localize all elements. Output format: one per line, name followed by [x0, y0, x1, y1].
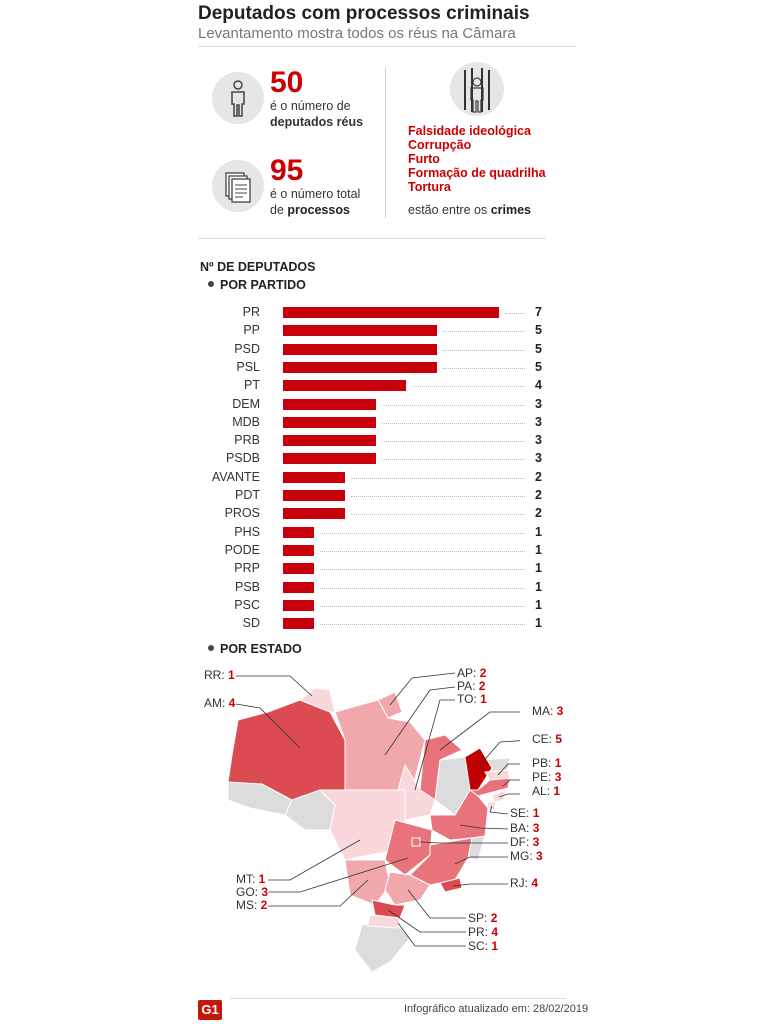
state-label-text: PA — [457, 679, 473, 693]
map-state-ms — [345, 860, 390, 905]
party-label: PSD — [234, 341, 260, 356]
state-label-value: 1 — [491, 939, 499, 953]
leader-dots — [351, 514, 525, 515]
state-label-al: AL: 1 — [532, 784, 561, 798]
state-label-value: 1 — [553, 784, 561, 798]
footer-update-text: Infográfico atualizado em: 28/02/2019 — [404, 1003, 589, 1015]
party-label: PRP — [234, 561, 260, 576]
party-value-label: 2 — [535, 488, 542, 502]
state-label-text: SC — [468, 939, 485, 953]
state-label-value: 3 — [536, 849, 543, 863]
party-label: DEM — [232, 396, 260, 411]
state-label-value: 1 — [480, 692, 487, 706]
state-label-value: 1 — [228, 668, 235, 682]
party-bar — [283, 380, 406, 391]
party-label: PHS — [234, 524, 260, 539]
state-label-text: PR — [468, 925, 485, 939]
leader-dots — [443, 350, 525, 351]
crime-item: Falsidade ideológica — [408, 124, 531, 138]
deputies-count: 50 — [270, 66, 304, 99]
party-bar — [283, 417, 376, 428]
documents-icon — [212, 160, 264, 212]
bullet-icon — [208, 645, 214, 651]
state-label-sp: SP: 2 — [468, 911, 498, 925]
state-label-value: 2 — [490, 911, 498, 925]
state-label-value: 4 — [228, 696, 236, 710]
state-label-text: AP — [457, 666, 474, 680]
party-label: PT — [244, 378, 260, 393]
processes-caption-line2 — [270, 202, 360, 218]
party-label: PSB — [234, 579, 260, 594]
state-label-value: 4 — [531, 876, 539, 890]
processes-caption-line1: é o número total — [270, 187, 361, 201]
state-label-to: TO: 1 — [457, 692, 487, 706]
state-label-pr: PR: 4 — [468, 925, 499, 939]
crime-item: Corrupção — [408, 138, 472, 152]
crime-item: Tortura — [408, 180, 451, 194]
state-label-ba: BA: 3 — [510, 821, 540, 835]
state-label-value: 3 — [532, 821, 540, 835]
party-label: PRB — [234, 433, 260, 448]
state-label-mt: MT: 1 — [236, 872, 266, 886]
state-label-text: RJ — [510, 876, 525, 890]
state-label-value: 3 — [554, 770, 562, 784]
party-label: PR — [242, 305, 260, 319]
leader-dots — [412, 386, 525, 387]
leader-dots — [382, 405, 525, 406]
state-label-sc: SC: 1 — [468, 939, 499, 953]
leader-dots — [320, 533, 525, 534]
state-label-text: AM — [204, 696, 222, 710]
state-label-ms: MS: 2 — [236, 898, 268, 912]
state-label-value: 2 — [478, 679, 486, 693]
footer-divider — [230, 998, 566, 999]
processes-count: 95 — [270, 154, 304, 187]
party-value-label: 7 — [535, 305, 542, 319]
party-label: AVANTE — [211, 469, 260, 484]
party-value-label: 1 — [535, 542, 542, 557]
leader-dots — [382, 423, 525, 424]
party-bar — [283, 344, 437, 355]
party-value-label: 1 — [535, 579, 542, 594]
leader-dots — [443, 331, 525, 332]
leader-dots — [505, 313, 525, 314]
state-label-text: TO — [457, 692, 474, 706]
state-label-pb: PB: 1 — [532, 756, 562, 770]
state-label-value: 1 — [258, 872, 266, 886]
state-label-value: 2 — [260, 898, 268, 912]
party-label: PSL — [236, 359, 260, 374]
party-value-label: 2 — [535, 469, 542, 484]
party-bar — [283, 325, 437, 336]
state-heading-text: POR ESTADO — [220, 642, 302, 656]
state-label-text: PE — [532, 770, 549, 784]
state-label-rj: RJ: 4 — [510, 876, 539, 890]
stats-separator — [385, 68, 386, 218]
leader-dots — [382, 459, 525, 460]
state-label-rr: RR: 1 — [204, 668, 235, 682]
party-bar — [283, 563, 314, 574]
state-label-value: 3 — [556, 704, 564, 718]
state-label-text: MT — [236, 872, 252, 886]
party-bar — [283, 600, 314, 611]
state-label-value: 2 — [479, 666, 487, 680]
state-label-value: 5 — [555, 732, 563, 746]
person-icon — [212, 72, 264, 124]
header-divider — [198, 46, 576, 47]
state-label-se: SE: 1 — [510, 806, 540, 820]
state-label-pe: PE: 3 — [532, 770, 562, 784]
prison-bars-icon — [450, 62, 504, 116]
processes-caption-bold: processos — [287, 203, 350, 217]
state-label-text: SE — [510, 806, 527, 820]
leader-dots — [351, 496, 525, 497]
state-label-value: 3 — [261, 885, 269, 899]
state-label-pa: PA: 2 — [457, 679, 486, 693]
party-value-label: 2 — [535, 506, 542, 521]
state-label-df: DF: 3 — [510, 835, 540, 849]
stats-divider — [198, 238, 546, 239]
party-bar — [283, 527, 314, 538]
state-label-value: 1 — [554, 756, 562, 770]
state-label-mg: MG: 3 — [510, 849, 543, 863]
state-label-text: RR — [204, 668, 222, 682]
state-label-text: BA — [510, 821, 527, 835]
party-value-label: 1 — [535, 616, 542, 631]
state-label-text: SP — [468, 911, 485, 925]
state-label-ap: AP: 2 — [457, 666, 487, 680]
party-value-label: 3 — [535, 414, 542, 429]
state-label-text: PB — [532, 756, 549, 770]
party-value-label: 3 — [535, 433, 542, 448]
party-bar — [283, 545, 314, 556]
page-subtitle: Levantamento mostra todos os réus na Câmara — [198, 25, 516, 42]
deputies-caption-line1: é o número de — [270, 99, 351, 113]
state-label-text: MG — [510, 849, 530, 863]
state-label-value: 3 — [532, 835, 540, 849]
state-label-text: MS — [236, 898, 254, 912]
leader-dots — [320, 569, 525, 570]
party-bar — [283, 490, 345, 501]
party-bar — [283, 472, 345, 483]
party-label: SD — [242, 616, 260, 631]
party-value-label: 5 — [535, 359, 542, 374]
leader-dots — [320, 588, 525, 589]
state-label-text: MA — [532, 704, 550, 718]
party-bar — [283, 435, 376, 446]
party-bar — [283, 508, 345, 519]
state-label-am: AM: 4 — [204, 696, 236, 710]
leader-dots — [320, 624, 525, 625]
party-label: MDB — [232, 414, 260, 429]
party-value-label: 5 — [535, 341, 542, 356]
state-label-text: DF — [510, 835, 526, 849]
party-heading — [208, 278, 306, 292]
leader-dots — [320, 551, 525, 552]
deputies-caption-line2: deputados réus — [270, 115, 364, 129]
party-value-label: 1 — [535, 561, 542, 576]
leader-dots — [443, 368, 525, 369]
state-label-ce: CE: 5 — [532, 732, 563, 746]
party-bar — [283, 618, 314, 629]
g1-logo: G1 — [198, 1000, 222, 1020]
crimes-caption — [408, 202, 531, 218]
leader-dots — [320, 606, 525, 607]
party-value-label: 1 — [535, 524, 542, 539]
state-label-text: CE — [532, 732, 549, 746]
bullet-icon — [208, 281, 214, 287]
party-label: PDT — [235, 488, 260, 502]
party-value-label: 3 — [535, 396, 542, 411]
party-bar — [283, 362, 437, 373]
state-label-value: 4 — [491, 925, 499, 939]
party-bar — [283, 453, 376, 464]
state-label-go: GO: 3 — [236, 885, 269, 899]
crime-item: Furto — [408, 152, 440, 166]
processes-caption-prefix: de — [270, 203, 288, 217]
state-heading — [208, 642, 302, 656]
state-label-text: AL — [532, 784, 547, 798]
party-bar — [283, 307, 499, 318]
crimes-caption-bold: crimes — [490, 203, 532, 217]
party-value-label: 1 — [535, 597, 542, 612]
chart-section-title: Nº DE DEPUTADOS — [200, 260, 316, 274]
party-value-label: 5 — [535, 323, 542, 338]
leader-dots — [351, 478, 525, 479]
leader-dots — [382, 441, 525, 442]
party-label: PP — [243, 323, 260, 338]
state-label-text: GO — [236, 885, 255, 899]
party-value-label: 4 — [535, 378, 542, 393]
crime-item: Formação de quadrilha — [408, 166, 546, 180]
state-label-ma: MA: 3 — [532, 704, 564, 718]
state-label-value: 1 — [532, 806, 540, 820]
page-title: Deputados com processos criminais — [198, 3, 530, 24]
party-label: PODE — [224, 542, 260, 557]
map-state-rs — [355, 922, 410, 972]
deputies-caption — [270, 98, 363, 130]
crimes-caption-prefix: estão entre os — [408, 203, 491, 217]
processes-caption — [270, 186, 360, 218]
party-label: PROS — [224, 506, 260, 521]
party-label: PSDB — [225, 451, 260, 466]
map-state-df — [412, 838, 420, 846]
party-bar — [283, 399, 376, 410]
party-value-label: 3 — [535, 451, 542, 466]
party-label: PSC — [234, 597, 260, 612]
party-heading-text: POR PARTIDO — [220, 278, 306, 292]
party-bar — [283, 582, 314, 593]
